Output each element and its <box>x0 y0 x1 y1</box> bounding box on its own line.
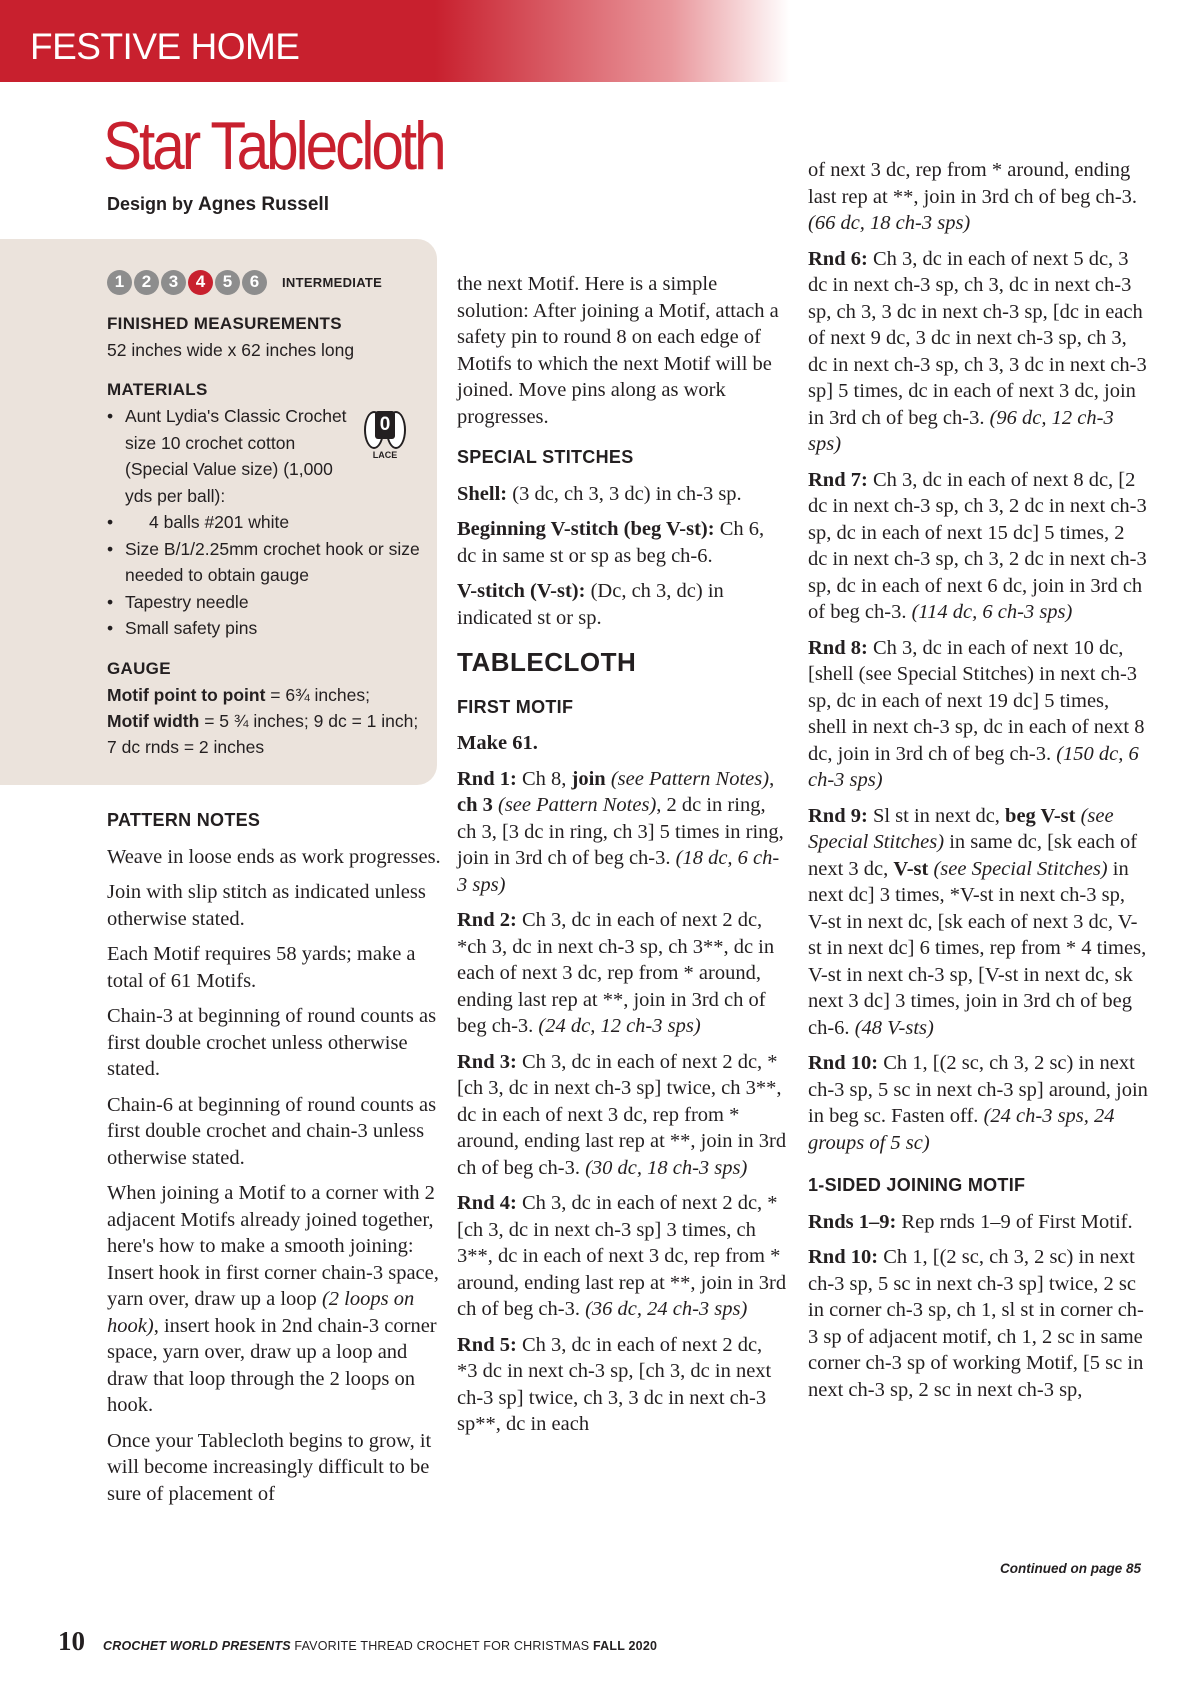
round-count: (48 V-sts) <box>854 1016 934 1039</box>
page-number: 10 <box>58 1626 85 1656</box>
round-italic: (see Pattern Notes) <box>605 767 770 790</box>
round-instruction <box>457 1190 787 1323</box>
stitch-label: Beginning V-stitch (beg V-st): <box>457 518 715 540</box>
material-text: Small safety pins <box>125 618 258 638</box>
material-sub-text: 4 balls #201 white <box>149 512 290 532</box>
note-italic: (2 loops on hook) <box>107 1288 415 1337</box>
round-bold: join <box>571 767 606 790</box>
finished-text: 52 inches wide x 62 inches long <box>107 340 355 360</box>
round-italic: (see Special Stitches) <box>808 804 1114 853</box>
round-text: , <box>769 767 775 790</box>
note-text: When joining a Motif to a corner with 2 adjacent Motifs already joined together, here's how to make a smooth joining: Insert hook in first corner chain-3 space, yarn over, draw up a loop <box>107 1182 439 1310</box>
round-italic: (see Pattern Notes) <box>492 794 657 816</box>
column-2 <box>457 271 787 1447</box>
round-count: (24 dc, 12 ch-3 sps) <box>538 1015 701 1037</box>
gauge-label: Motif point to point <box>107 684 266 705</box>
finished-heading: FINISHED MEASUREMENTS <box>107 314 342 333</box>
skill-level-label: INTERMEDIATE <box>282 274 383 290</box>
round-count: (66 dc, 18 ch-3 sps) <box>808 212 971 234</box>
round-text: Ch 3, dc in each of next 5 dc, 3 dc in next ch-3 sp, ch 3, dc in next ch-3 sp, ch 3, 3 dc in next ch-3 sp, [dc in each of next 9 dc, 3 dc in next ch-3 sp, ch 3, dc in next ch-3 sp, ch 3, 3 dc in next ch-3 sp] 5 times, dc in each of next 3 dc, join in 3rd ch of beg ch-3. <box>808 247 1147 429</box>
round-label: Rnd 1: <box>457 767 517 790</box>
round-italic: (see Special Stitches) <box>928 857 1108 880</box>
note-paragraph: Chain-3 at beginning of round counts as first double crochet unless otherwise stated. <box>107 1005 437 1080</box>
round-text: Sl st in next dc, <box>867 804 1006 827</box>
designer-name: Agnes Russell <box>198 194 329 215</box>
list-item <box>107 589 427 616</box>
round-count: (24 ch-3 sps, 24 groups of 5 sc) <box>808 1105 1115 1154</box>
round-label: Rnd 7: <box>808 468 868 491</box>
round-text: Ch 3, dc in each of next 2 dc, *[ch 3, dc in next ch-3 sp] 3 times, ch 3**, dc in each of next 3 dc, rep from * around, ending last rep at **, join in 3rd ch of beg ch-3. <box>457 1192 787 1320</box>
round-instruction <box>457 766 787 899</box>
skill-level-dot-active: 4 <box>188 270 213 295</box>
round-instruction <box>457 907 787 1040</box>
round-text: Ch 3, dc in each of next 8 dc, [2 dc in next ch-3 sp, ch 3, 2 dc in next ch-3 sp, dc in each of next 15 dc] 5 times, 2 dc in next ch-3 sp, ch 3, 2 dc in next ch-3 sp, dc in each of next 6 dc, join in 3rd ch of beg ch-3. <box>808 468 1147 623</box>
special-stitches-heading: SPECIAL STITCHES <box>457 447 634 467</box>
note-paragraph: the next Motif. Here is a simple solution: After joining a Motif, attach a safety pin to round 8 on each edge of Motifs to which the next Motif will be joined. Move pins along as work progresses. <box>457 273 779 428</box>
stitch-def <box>457 516 787 569</box>
column-3 <box>808 157 1148 1412</box>
material-text: Aunt Lydia's Classic Crochet size 10 crochet cotton (Special Value size) (1,000 yds per ball): <box>125 406 347 506</box>
publication-line <box>103 1639 657 1653</box>
round-label: Rnd 6: <box>808 247 868 270</box>
stitch-def <box>457 481 787 508</box>
round-instruction <box>808 1209 1148 1236</box>
round-text: Ch 1, [(2 sc, ch 3, 2 sc) in next ch-3 sp, 5 sc in next ch-3 sp] twice, 2 sc in corner ch-3 sp, ch 1, sl st in corner ch-3 sp of adjacent motif, ch 1, 2 sc in same corner ch-3 sp of working Motif, [5 sc in next ch-3 sp, 2 sc in next ch-3 sp, <box>808 1246 1144 1401</box>
round-text: Ch 1, [(2 sc, ch 3, 2 sc) in next ch-3 sp, 5 sc in next ch-3 sp] around, join in beg sc. Fasten off. <box>808 1052 1148 1127</box>
round-bold: ch 3 <box>457 794 493 816</box>
round-label: Rnd 8: <box>808 636 868 659</box>
sidebar <box>107 267 427 760</box>
round-label: Rnd 10: <box>808 1246 879 1268</box>
stitch-text: (3 dc, ch 3, 3 dc) in ch-3 sp. <box>507 482 742 505</box>
round-instruction <box>808 635 1148 794</box>
joining-motif-heading: 1-SIDED JOINING MOTIF <box>808 1175 1026 1195</box>
list-item <box>107 509 427 536</box>
note-paragraph <box>107 1180 442 1419</box>
round-bold: beg V-st <box>1005 804 1076 827</box>
round-instruction <box>808 1050 1148 1156</box>
tablecloth-heading: TABLECLOTH <box>457 647 637 677</box>
round-text: Ch 3, dc in each of next 10 dc, [shell (see Special Stitches) in next ch-3 sp, dc in each of next 19 dc] 5 times, shell in next ch-3 sp, dc in each of next 8 dc, join in 3rd ch of beg ch-3. <box>808 636 1145 765</box>
list-item <box>107 536 427 589</box>
gauge-heading: GAUGE <box>107 658 171 678</box>
round-text: Ch 3, dc in each of next 2 dc, *3 dc in next ch-3 sp, [ch 3, dc in next ch-3 sp] twice, ch 3, 3 dc in next ch-3 sp**, dc in each <box>457 1333 772 1435</box>
yarn-weight-label: LACE <box>372 450 398 460</box>
publication-name: CROCHET WORLD PRESENTS <box>103 1639 291 1653</box>
skill-level-dot: 6 <box>242 270 267 295</box>
gauge-value: = 5 ¾ inches; 9 dc = 1 inch; 7 dc rnds = 2 inches <box>107 710 419 757</box>
round-instruction <box>808 157 1148 237</box>
stitch-label: Shell: <box>457 482 508 505</box>
round-label: Rnd 3: <box>457 1050 517 1073</box>
round-text: in next dc] 3 times, *V-st in next ch-3 sp, V-st in next dc, [sk each of next 3 dc, V-st in next dc] 6 times, rep from * 4 times, V-st in next ch-3 sp, [V-st in next dc, sk next 3 dc] 3 times, join in 3rd ch of beg ch-6. <box>808 857 1147 1039</box>
round-instruction <box>457 1332 787 1438</box>
round-label: Rnd 5: <box>457 1333 517 1356</box>
pattern-notes <box>107 807 442 1516</box>
gauge-text <box>107 682 427 760</box>
stitch-label: V-stitch (V-st): <box>457 580 586 602</box>
byline <box>107 194 329 216</box>
skill-level-dot: 1 <box>107 270 132 295</box>
yarn-weight-badge <box>360 407 410 460</box>
page-footer <box>58 1626 657 1657</box>
material-text: Tapestry needle <box>125 591 249 612</box>
round-label: Rnd 2: <box>457 909 517 931</box>
round-text: Ch 8, <box>516 767 572 790</box>
round-instruction <box>808 467 1148 626</box>
note-paragraph: Once your Tablecloth begins to grow, it will become increasingly difficult to be sure of placement of <box>107 1429 432 1505</box>
round-text: Ch 3, dc in each of next 2 dc, *ch 3, dc in next ch-3 sp, ch 3**, dc in each of next 3 dc, rep from * around, ending last rep at **, join in 3rd ch of beg ch-3. <box>457 909 775 1037</box>
gauge-label: Motif width <box>107 710 200 731</box>
round-bold: V-st <box>893 857 929 880</box>
make-count: Make 61. <box>457 732 538 754</box>
publication-season: FALL 2020 <box>593 1639 658 1653</box>
round-text: , 2 dc in ring, ch 3, [3 dc in ring, ch 3] 5 times in ring, join in 3rd ch of beg ch-3. <box>457 794 784 869</box>
publication-title: FAVORITE THREAD CROCHET FOR CHRISTMAS <box>290 1639 594 1653</box>
round-text: Rep rnds 1–9 of First Motif. <box>896 1210 1133 1233</box>
round-count: (30 dc, 18 ch-3 sps) <box>585 1156 748 1179</box>
skill-level-dot: 5 <box>215 270 240 295</box>
round-count: (18 dc, 6 ch-3 sps) <box>457 847 780 896</box>
round-count: (150 dc, 6 ch-3 sps) <box>808 742 1139 791</box>
stitch-text: (Dc, ch 3, dc) in indicated st or sp. <box>457 580 724 629</box>
material-text: Size B/1/2.25mm crochet hook or size needed to obtain gauge <box>125 538 420 585</box>
first-motif-heading: FIRST MOTIF <box>457 696 574 717</box>
round-text: Ch 3, dc in each of next 2 dc, *[ch 3, dc in next ch-3 sp] twice, ch 3**, dc in each of next 3 dc, rep from * around, ending last rep at **, join in 3rd ch of beg ch-3. <box>457 1050 787 1179</box>
round-label: Rnd 9: <box>808 804 868 827</box>
round-label: Rnds 1–9: <box>808 1210 897 1233</box>
skill-level-dot: 2 <box>134 270 159 295</box>
round-instruction <box>808 1244 1148 1403</box>
note-text: , insert hook in 2nd chain-3 corner space, yarn over, draw up a loop and draw that loop through the 2 loops on hook. <box>107 1314 437 1416</box>
round-text: in same dc, [sk each of next 3 dc, <box>808 831 1138 880</box>
note-paragraph: Chain-6 at beginning of round counts as first double crochet and chain-3 unless otherwise stated. <box>107 1093 437 1169</box>
yarn-skein-icon <box>364 407 406 449</box>
note-paragraph: Weave in loose ends as work progresses. <box>107 845 441 868</box>
round-instruction <box>808 803 1148 1042</box>
round-label: Rnd 4: <box>457 1192 517 1214</box>
round-label: Rnd 10: <box>808 1052 879 1074</box>
page-title: Star Tablecloth <box>103 108 444 184</box>
skill-level <box>107 267 427 297</box>
yarn-weight-number: 0 <box>375 411 395 439</box>
round-text: of next 3 dc, rep from * around, ending last rep at **, join in 3rd ch of beg ch-3. <box>808 159 1138 208</box>
note-paragraph: Join with slip stitch as indicated unless otherwise stated. <box>107 881 426 930</box>
section-banner <box>0 0 790 82</box>
notes-heading: PATTERN NOTES <box>107 810 261 830</box>
stitch-def <box>457 578 787 631</box>
round-count: (96 dc, 12 ch-3 sps) <box>808 406 1114 455</box>
note-paragraph: Each Motif requires 58 yards; make a total of 61 Motifs. <box>107 943 416 992</box>
continued-note: Continued on page 85 <box>1000 1561 1142 1576</box>
materials-heading: MATERIALS <box>107 380 208 399</box>
skill-level-dot: 3 <box>161 270 186 295</box>
round-instruction <box>457 1049 787 1182</box>
section-label: FESTIVE HOME <box>30 26 300 67</box>
round-count: (36 dc, 24 ch-3 sps) <box>585 1298 748 1320</box>
stitch-text: Ch 6, dc in same st or sp as beg ch-6. <box>457 518 765 567</box>
list-item <box>107 615 427 642</box>
round-count: (114 dc, 6 ch-3 sps) <box>911 601 1073 623</box>
byline-prefix: Design by <box>107 194 194 214</box>
gauge-value: = 6¾ inches; <box>265 684 370 705</box>
round-instruction <box>808 246 1148 458</box>
